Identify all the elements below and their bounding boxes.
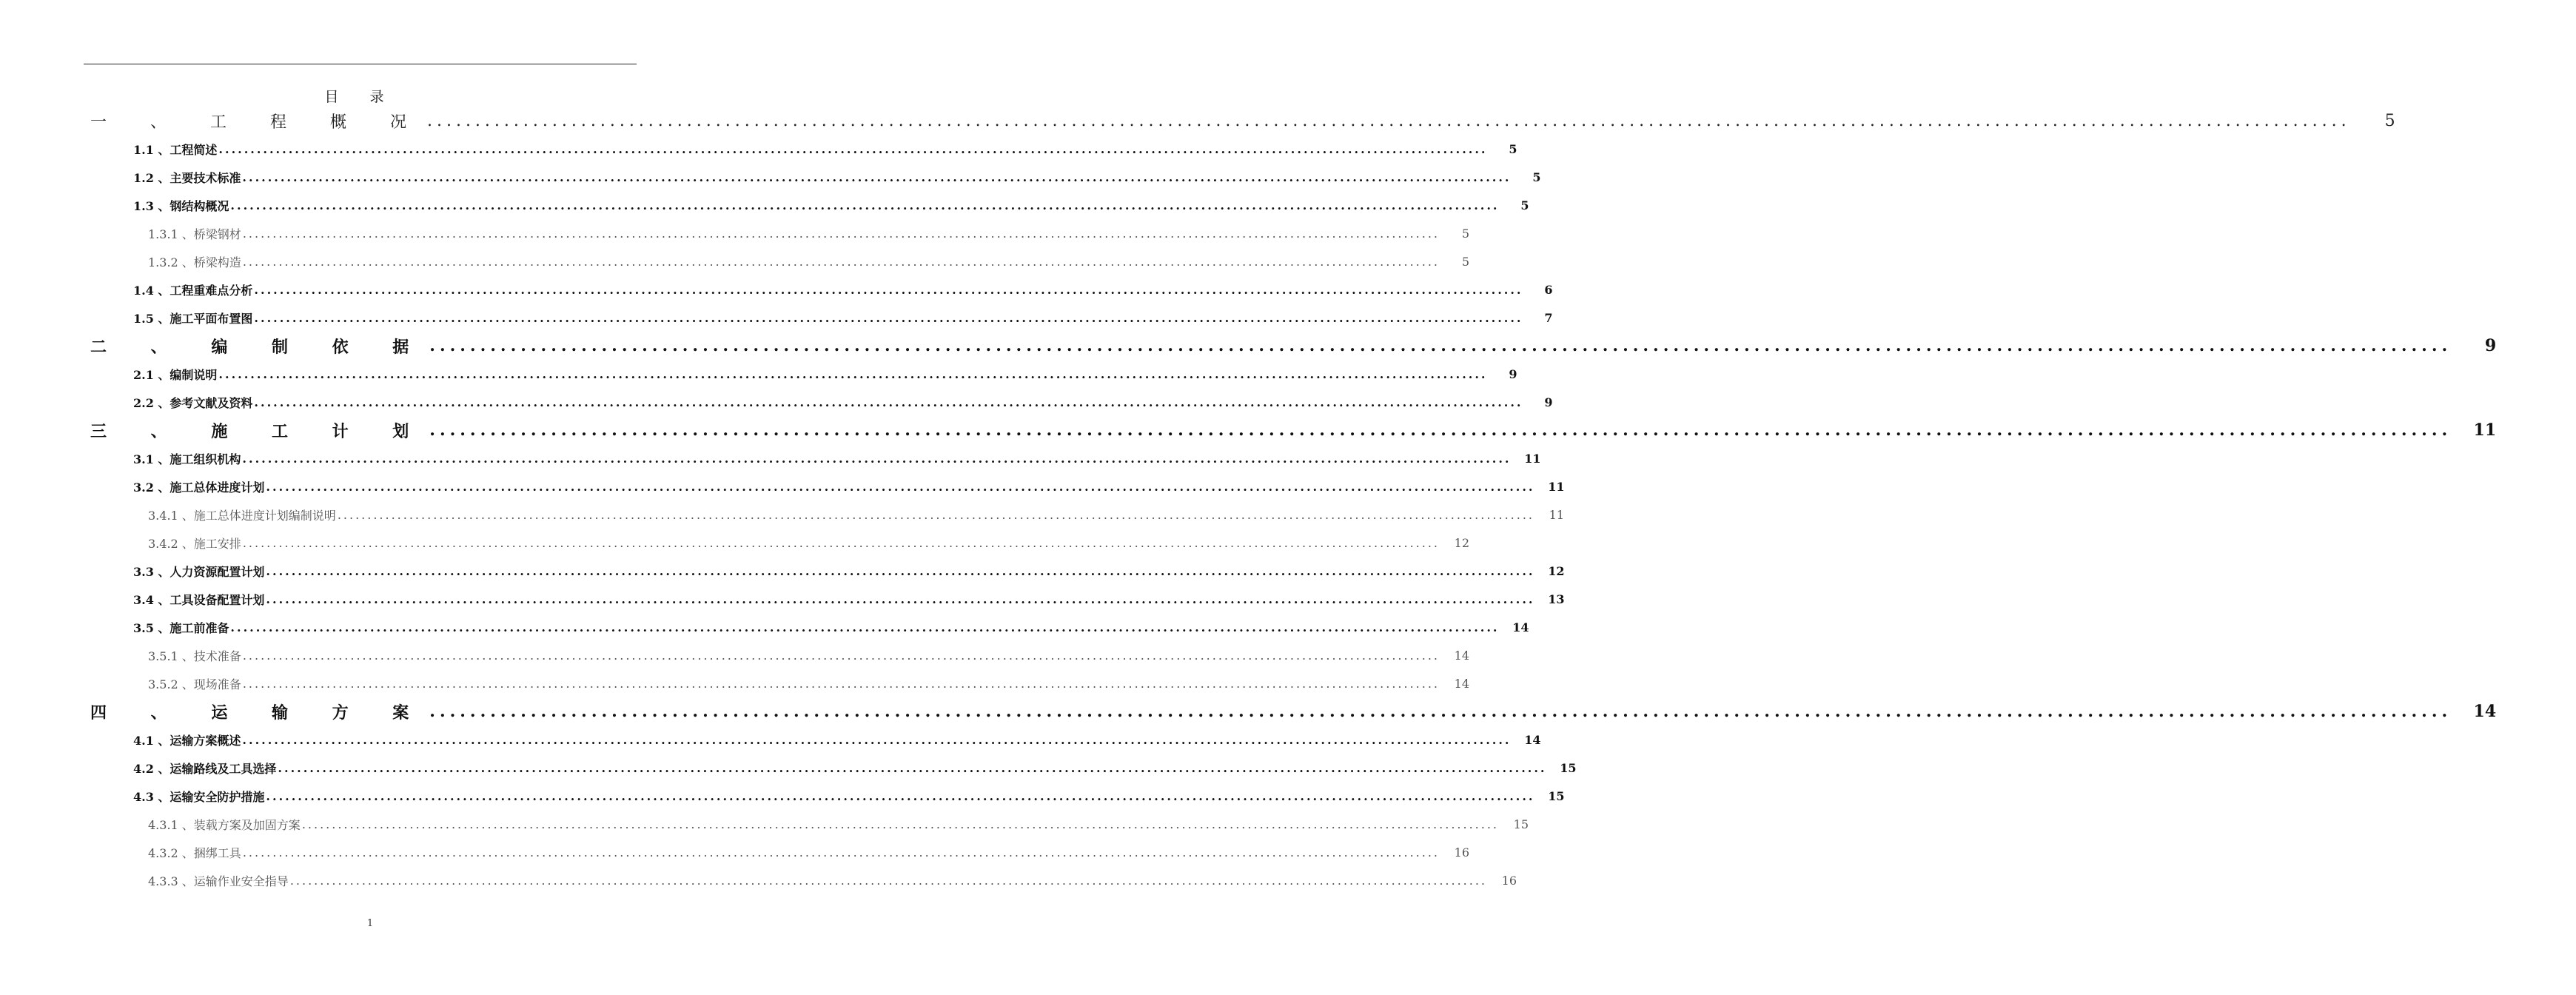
toc-entry-label: 3.5.2 、现场准备 xyxy=(148,677,241,691)
toc-entry[interactable] xyxy=(0,135,1517,163)
toc-entry-page: 16 xyxy=(1454,845,1469,860)
toc-entry-label: 一 、 工 程 概 况 xyxy=(90,113,426,132)
toc-entry-label: 3.1 、施工组织机构 xyxy=(133,452,241,466)
toc-entry-label: 4.1 、运输方案概述 xyxy=(133,733,241,748)
toc-entry-label: 3.4.1 、施工总体进度计划编制说明 xyxy=(148,508,336,523)
toc-dot-leader: ........................................................................................................................................................................................................ xyxy=(242,226,1440,241)
toc-entry-label: 四 、 运 输 方 案 xyxy=(90,703,429,723)
toc-dot-leader: ........................................................................................................................................................................................................ xyxy=(242,845,1440,860)
toc-entry-label: 3.4.2 、施工安排 xyxy=(148,536,241,551)
toc-entry-page: 5 xyxy=(1461,226,1469,241)
toc-dot-leader: ........................................................................................................................................................................................................ xyxy=(429,702,2452,721)
toc-entry-page: 14 xyxy=(1524,732,1541,747)
toc-entry[interactable] xyxy=(0,810,1529,838)
toc-dot-leader: ........................................................................................................................................................................................................ xyxy=(218,366,1488,381)
toc-entry-page: 15 xyxy=(1548,788,1565,803)
toc-entry-label: 1.2 、主要技术标准 xyxy=(133,170,241,185)
toc-entry[interactable] xyxy=(0,247,1469,275)
toc-entry-label: 1.3.2 、桥梁构造 xyxy=(148,255,241,269)
toc-title: 目 录 xyxy=(324,89,398,105)
toc-entry[interactable] xyxy=(0,191,1529,219)
toc-entry[interactable] xyxy=(0,866,1517,894)
toc-dot-leader: ........................................................................................................................................................................................................ xyxy=(242,535,1440,550)
toc-entry-page: 5 xyxy=(1461,254,1469,269)
toc-entry-page: 12 xyxy=(1548,563,1565,578)
toc-dot-leader: ........................................................................................................................................................................................................ xyxy=(242,732,1512,747)
toc-dot-leader: ........................................................................................................................................................................................................ xyxy=(266,788,1535,803)
toc-entry-label: 4.3.3 、运输作业安全指导 xyxy=(148,874,289,888)
toc-dot-leader: ........................................................................................................................................................................................................ xyxy=(254,310,1523,325)
toc-entry[interactable] xyxy=(0,669,1469,697)
toc-entry-page: 11 xyxy=(1524,451,1541,466)
toc-entry-label: 3.3 、人力资源配置计划 xyxy=(133,564,265,579)
toc-entry[interactable] xyxy=(0,332,2497,360)
toc-entry-page: 11 xyxy=(2473,421,2497,440)
toc-entry-page: 5 xyxy=(2384,111,2395,130)
toc-entry-label: 1.3 、钢结构概况 xyxy=(133,198,229,213)
toc-entry[interactable] xyxy=(0,641,1469,669)
toc-entry[interactable] xyxy=(0,219,1469,247)
toc-entry-page: 9 xyxy=(1509,366,1517,381)
toc-entry-label: 二 、 编 制 依 据 xyxy=(90,337,429,357)
toc-entry-page: 6 xyxy=(1544,282,1553,297)
toc-entry-label: 1.3.1 、桥梁钢材 xyxy=(148,227,241,241)
toc-dot-leader: ........................................................................................................................................................................................................ xyxy=(301,817,1499,831)
toc-entry[interactable] xyxy=(0,529,1469,557)
toc-entry[interactable] xyxy=(0,388,1553,416)
toc-entry[interactable] xyxy=(0,275,1553,304)
toc-dot-leader: ........................................................................................................................................................................................................ xyxy=(266,592,1535,606)
toc-dot-leader: ........................................................................................................................................................................................................ xyxy=(337,507,1534,522)
toc-entry[interactable] xyxy=(0,754,1577,782)
toc-entry-label: 1.5 、施工平面布置图 xyxy=(133,311,253,326)
toc-dot-leader: ........................................................................................................................................................................................................ xyxy=(242,451,1512,466)
toc-entry-page: 9 xyxy=(1544,395,1553,409)
toc-entry-label: 2.1 、编制说明 xyxy=(133,367,218,382)
toc-entry[interactable] xyxy=(0,782,1565,810)
toc-dot-leader: ........................................................................................................................................................................................................ xyxy=(242,254,1440,269)
toc-dot-leader: ........................................................................................................................................................................................................ xyxy=(242,676,1440,691)
toc-entry-label: 1.1 、工程简述 xyxy=(133,142,218,157)
toc-entry-label: 2.2 、参考文献及资料 xyxy=(133,395,253,410)
toc-entry-label: 4.3.2 、捆绑工具 xyxy=(148,845,241,860)
toc-entry[interactable] xyxy=(0,163,1541,191)
toc-dot-leader: ........................................................................................................................................................................................................ xyxy=(289,873,1487,888)
toc-entry-page: 5 xyxy=(1532,170,1541,184)
toc-entry[interactable] xyxy=(0,472,1565,500)
toc-entry-page: 7 xyxy=(1544,310,1553,325)
toc-entry-page: 5 xyxy=(1520,198,1529,212)
toc-entry-page: 14 xyxy=(1454,676,1469,691)
toc-entry[interactable] xyxy=(0,557,1565,585)
toc-dot-leader: ........................................................................................................................................................................................................ xyxy=(230,198,1500,212)
toc-entry[interactable] xyxy=(0,838,1469,866)
toc-entry[interactable] xyxy=(0,444,1541,472)
toc-entry-page: 14 xyxy=(1512,620,1529,634)
toc-dot-leader: ........................................................................................................................................................................................................ xyxy=(230,620,1500,634)
toc-entry-page: 5 xyxy=(1509,141,1517,156)
toc-entry-label: 3.5.1 、技术准备 xyxy=(148,649,241,663)
toc-dot-leader: ........................................................................................................................................................................................................ xyxy=(242,648,1440,663)
toc-entry[interactable] xyxy=(0,613,1529,641)
toc-entry-label: 3.4 、工具设备配置计划 xyxy=(133,592,265,607)
toc-dot-leader: ........................................................................................................................................................................................................ xyxy=(254,282,1523,297)
page-number: 1 xyxy=(366,918,374,929)
toc-entry[interactable] xyxy=(0,726,1541,754)
toc-dot-leader: ........................................................................................................................................................................................................ xyxy=(426,111,2351,130)
toc-entry[interactable] xyxy=(0,304,1553,332)
toc-entry[interactable] xyxy=(0,585,1565,613)
toc-entry-page: 13 xyxy=(1548,592,1565,606)
toc-dot-leader: ........................................................................................................................................................................................................ xyxy=(218,141,1488,156)
toc-dot-leader: ........................................................................................................................................................................................................ xyxy=(278,760,1547,775)
toc-entry-label: 3.5 、施工前准备 xyxy=(133,620,229,635)
toc-dot-leader: ........................................................................................................................................................................................................ xyxy=(429,336,2452,355)
toc-entry[interactable] xyxy=(0,416,2497,444)
toc-entry-page: 16 xyxy=(1501,873,1517,888)
toc-entry-label: 4.3.1 、装载方案及加固方案 xyxy=(148,817,301,832)
toc-entry[interactable] xyxy=(0,107,2395,135)
toc-entry-page: 12 xyxy=(1454,535,1469,550)
toc-entry[interactable] xyxy=(0,360,1517,388)
toc-entry-label: 4.3 、运输安全防护措施 xyxy=(133,789,265,804)
toc-entry[interactable] xyxy=(0,697,2497,726)
toc-entry-page: 15 xyxy=(1560,760,1577,775)
toc-entry-page: 9 xyxy=(2484,336,2497,355)
toc-dot-leader: ........................................................................................................................................................................................................ xyxy=(266,479,1535,494)
toc-dot-leader: ........................................................................................................................................................................................................ xyxy=(254,395,1523,409)
toc-entry-label: 三 、 施 工 计 划 xyxy=(90,421,429,441)
toc-entry-label: 1.4 、工程重难点分析 xyxy=(133,283,253,298)
toc-entry-page: 11 xyxy=(1549,507,1564,522)
toc-entry-label: 3.2 、施工总体进度计划 xyxy=(133,480,265,495)
toc-entry-page: 14 xyxy=(2473,702,2497,721)
toc-entry[interactable] xyxy=(0,500,1564,529)
toc-dot-leader: ........................................................................................................................................................................................................ xyxy=(266,563,1535,578)
toc-entry-page: 14 xyxy=(1454,648,1469,663)
toc-entry-page: 11 xyxy=(1548,479,1565,494)
toc-dot-leader: ........................................................................................................................................................................................................ xyxy=(242,170,1512,184)
toc-entry-page: 15 xyxy=(1513,817,1529,831)
toc-dot-leader: ........................................................................................................................................................................................................ xyxy=(429,421,2452,440)
toc-entry-label: 4.2 、运输路线及工具选择 xyxy=(133,761,277,776)
